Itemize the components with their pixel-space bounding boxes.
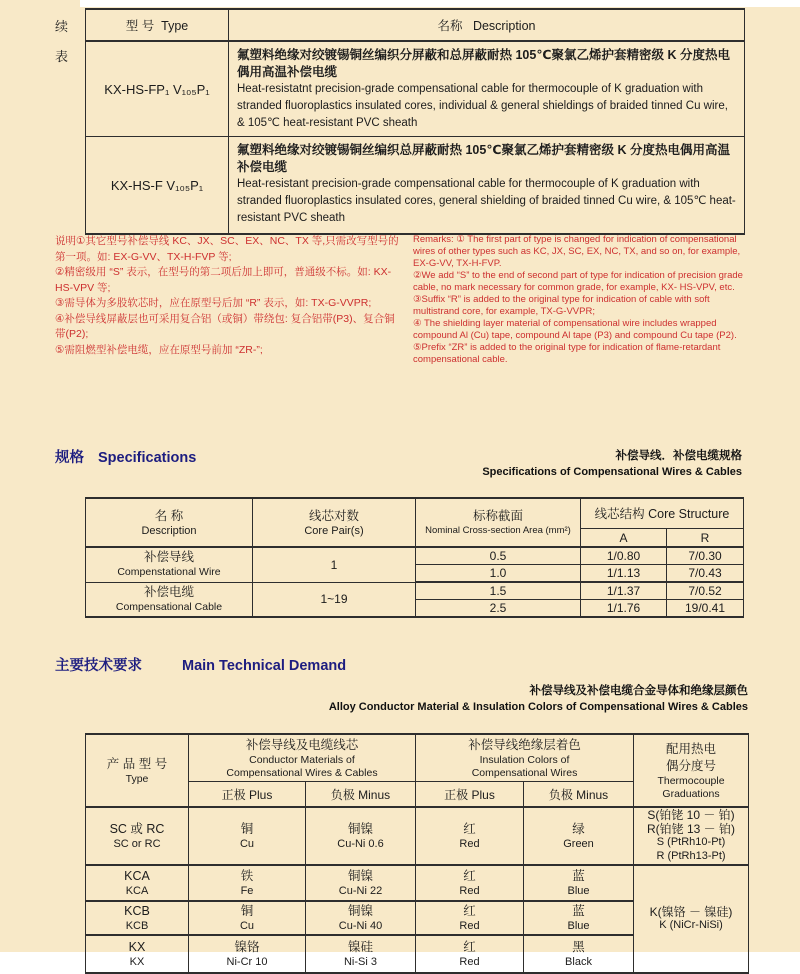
col-header-insulation-plus: 正极 Plus <box>416 782 524 808</box>
col-header-conductor-plus: 正极 Plus <box>189 782 306 808</box>
specifications-section-title: 规格 Specifications <box>55 450 197 466</box>
area-value: 1.5 <box>416 582 581 600</box>
area-value: 0.5 <box>416 547 581 565</box>
structure-r-value: 7/0.30 <box>667 547 744 565</box>
description-zh: 氟塑料绝缘对绞镀锡铜丝编织总屏蔽耐热 105℃聚氯乙烯护套精密级 K 分度热电偶用高温补偿电缆 <box>237 143 730 174</box>
structure-a-value: 1/1.37 <box>581 582 667 600</box>
type-description-table <box>85 8 745 235</box>
graduation-sr: S(铂铑 10 － 铂) R(铂铑 13 － 铂) S (PtRh10-Pt) R (PtRh13-Pt) <box>634 807 749 865</box>
col-header-a: A <box>581 529 667 548</box>
remarks-block <box>55 234 752 366</box>
remark-item: ②We add “S” to the end of second part of type for indication of precision grade cable, no mark necessary for common grade, for example, KX- HS-VPV, etc. <box>413 270 743 293</box>
type-description <box>229 41 745 137</box>
table-row <box>86 41 745 137</box>
structure-a-value: 1/1.76 <box>581 600 667 618</box>
col-header-product-type: 产 品 型 号 Type <box>86 734 189 807</box>
product-name: 补偿导线 Compenstational Wire <box>86 547 253 582</box>
col-header-cross-section: 标称截面 Nominal Cross-section Area (mm²) <box>416 498 581 547</box>
product-name: 补偿电缆 Compensational Cable <box>86 582 253 617</box>
page-top-margin <box>80 0 800 7</box>
continued-table-label: 续表 <box>55 19 71 64</box>
remark-item: ④ The shielding layer material of compensational wire includes wrapped compound Al (Cu) tape, compound Al tape (P3) and compound Cu tape (P2). <box>413 318 737 341</box>
remark-item: ⑤需阻燃型补偿电缆，应在原型号前加 “ZR-”; <box>55 343 263 356</box>
area-value: 1.0 <box>416 565 581 583</box>
specifications-table <box>85 497 744 618</box>
alloy-conductor-table <box>85 733 749 974</box>
conductor-plus: 铁 Fe <box>189 865 306 901</box>
col-header-thermocouple-graduations: 配用热电 偶分度号 Thermocouple Graduations <box>634 734 749 807</box>
remarks-english <box>413 234 752 366</box>
col-header-r: R <box>667 529 744 548</box>
description-en: Heat-resistatnt precision-grade compensational cable for thermocouple of K graduation with stranded fluoroplastics insulated cores, individual & general shieldings of braided tinned Cu wire, & 105℃ heat-resistant PVC sheath <box>237 83 728 129</box>
type-code: KX-HS-FP₁ V₁₀₅P₁ <box>86 41 229 137</box>
alloy-row-sc-rc <box>86 807 749 865</box>
type-description <box>229 137 745 235</box>
col-header-core-pairs: 线芯对数 Core Pair(s) <box>253 498 416 547</box>
col-header-conductor-materials: 补偿导线及电缆线芯 Conductor Materials of Compensational Wires & Cables <box>189 734 416 782</box>
structure-a-value: 1/0.80 <box>581 547 667 565</box>
insulation-plus: 红 Red <box>416 935 524 973</box>
alloy-header-row <box>86 734 749 782</box>
insulation-plus: 红 Red <box>416 865 524 901</box>
product-type: KCB KCB <box>86 901 189 935</box>
conductor-minus: 铜镍 Cu-Ni 0.6 <box>306 807 416 865</box>
table-row <box>86 137 745 235</box>
remark-item: Remarks: ① The first part of type is changed for indication of compensational wires of other types such as KC, JX, SC, EX, NC, TX, and so on, for example, EX-G-VV, TX-H-FVP. <box>413 234 741 269</box>
remark-item: ②精密级用 “S” 表示，在型号的第二项后加上即可，普通级不标。如: KX-HS-VPV 等; <box>55 266 392 294</box>
structure-r-value: 7/0.52 <box>667 582 744 600</box>
insulation-minus: 黑 Black <box>524 935 634 973</box>
product-type: KCA KCA <box>86 865 189 901</box>
graduation-k: K(镍铬 － 镍硅) K (NiCr-NiSi) <box>634 865 749 973</box>
conductor-minus: 铜镍 Cu-Ni 40 <box>306 901 416 935</box>
technical-demand-section-title: 主要技术要求 Main Technical Demand <box>55 658 347 674</box>
col-header-description: 名称 Description <box>229 9 745 41</box>
alloy-row-kca <box>86 865 749 901</box>
remarks-chinese <box>55 234 400 366</box>
col-header-insulation-colors: 补偿导线绝缘层着色 Insulation Colors of Compensational Wires <box>416 734 634 782</box>
remark-item: ③需导体为多股软芯时，应在原型号后加 “R” 表示，如: TX-G-VVPR; <box>55 297 372 309</box>
insulation-plus: 红 Red <box>416 807 524 865</box>
conductor-plus: 铜 Cu <box>189 901 306 935</box>
structure-r-value: 7/0.43 <box>667 565 744 583</box>
structure-r-value: 19/0.41 <box>667 600 744 618</box>
conductor-minus: 镍硅 Ni-Si 3 <box>306 935 416 973</box>
conductor-plus: 铜 Cu <box>189 807 306 865</box>
table-header-row <box>86 9 745 41</box>
type-code: KX-HS-F V₁₀₅P₁ <box>86 137 229 235</box>
technical-demand-caption: 补偿导线及补偿电缆合金导体和绝缘层颜色 Alloy Conductor Material & Insulation Colors of Compensational Wires & Cables <box>328 685 748 713</box>
col-header-core-structure: 线芯结构 Core Structure <box>581 498 744 529</box>
spec-row <box>86 547 744 565</box>
remark-item: ④补偿导线屏蔽层也可采用复合铝（或铜）带绕包: 复合铝带(P3)、复合铜带(P2); <box>55 312 395 340</box>
remark-item: 说明①其它型号补偿导线 KC、JX、SC、EX、NC、TX 等,只需改写型号的第一项。如: EX-G-VV、TX-H-FVP 等; <box>55 235 399 263</box>
core-pairs-value: 1~19 <box>253 582 416 617</box>
remark-item: ⑤Prefix “ZR” is added to the original type for indication of flame-retardant compensational cable. <box>413 342 721 365</box>
insulation-minus: 蓝 Blue <box>524 865 634 901</box>
core-pairs-value: 1 <box>253 547 416 582</box>
area-value: 2.5 <box>416 600 581 618</box>
spec-row <box>86 582 744 600</box>
col-header-insulation-minus: 负极 Minus <box>524 782 634 808</box>
spec-header-row <box>86 498 744 529</box>
specifications-caption: 补偿导线．补偿电缆规格 Specifications of Compensational Wires & Cables <box>482 450 742 478</box>
description-zh: 氟塑料绝缘对绞镀锡铜丝编织分屏蔽和总屏蔽耐热 105℃聚氯乙烯护套精密级 K 分度热电偶用高温补偿电缆 <box>237 48 730 79</box>
col-header-name: 名 称 Description <box>86 498 253 547</box>
structure-a-value: 1/1.13 <box>581 565 667 583</box>
insulation-minus: 绿 Green <box>524 807 634 865</box>
col-header-conductor-minus: 负极 Minus <box>306 782 416 808</box>
description-en: Heat-resistant precision-grade compensational cable for thermocouple of K graduation with stranded fluoroplastics insulated cores, general shielding of braided tinned Cu wire, & 105℃ heat-resistant PVC sheath <box>237 178 736 224</box>
conductor-minus: 铜镍 Cu-Ni 22 <box>306 865 416 901</box>
remark-item: ③Suffix “R” is added to the original type for indication of cable with soft multistrand core, for example, TX-G-VVPR; <box>413 294 710 317</box>
product-type: SC 或 RC SC or RC <box>86 807 189 865</box>
col-header-type: 型 号 Type <box>86 9 229 41</box>
product-type: KX KX <box>86 935 189 973</box>
insulation-plus: 红 Red <box>416 901 524 935</box>
insulation-minus: 蓝 Blue <box>524 901 634 935</box>
conductor-plus: 镍铬 Ni-Cr 10 <box>189 935 306 973</box>
